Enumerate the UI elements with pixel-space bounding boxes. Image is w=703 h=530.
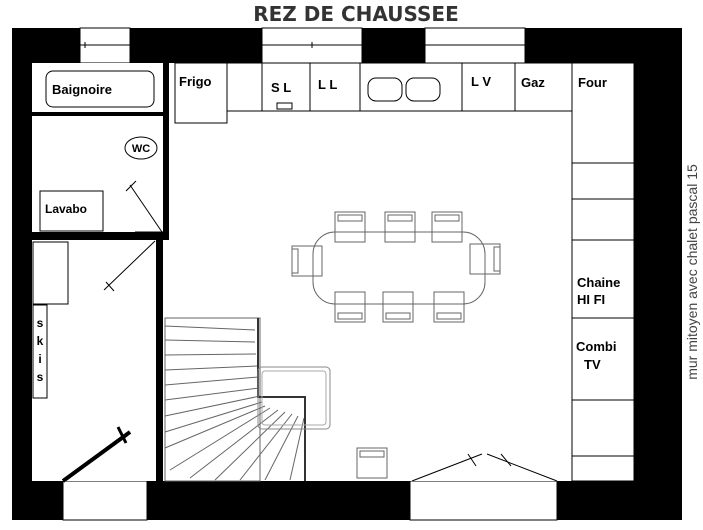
plan-title: REZ DE CHAUSSEE (253, 2, 459, 26)
skis-label-s2: s (36, 370, 44, 384)
gaz-label: Gaz (521, 75, 545, 90)
door-bottom-main (410, 481, 557, 520)
wall-entry-right (156, 240, 163, 481)
skis-label-i: i (38, 352, 42, 366)
fridge-label: Frigo (179, 74, 212, 89)
right-units (572, 63, 634, 481)
wall-right (634, 28, 682, 520)
lv-label: L V (471, 74, 491, 89)
tv-unit (572, 318, 634, 400)
combi-label-2: TV (584, 357, 601, 372)
four-label: Four (578, 75, 607, 90)
entry-closet (33, 242, 68, 304)
side-note: mur mitoyen avec chalet pascal 15 (684, 164, 700, 380)
wall-bath-divider (32, 112, 164, 116)
toilet-label: WC (131, 143, 151, 155)
combi-label-1: Combi (576, 339, 617, 354)
sl-label: S L (271, 80, 292, 95)
skis-label-k: k (36, 334, 44, 348)
chaine-label-1: Chaine (577, 275, 621, 290)
wall-bath-right (163, 63, 169, 232)
ll-label: L L (318, 77, 338, 92)
wall-left (12, 28, 32, 520)
chaine-label-2: HI FI (577, 292, 606, 307)
window-bottom-1 (63, 481, 147, 520)
fridge (175, 63, 227, 123)
wall-bath-bottom (32, 232, 169, 240)
skis-label-s1: s (36, 316, 44, 330)
bathtub-label: Baignoire (52, 82, 112, 97)
sink-label: Lavabo (45, 202, 88, 216)
